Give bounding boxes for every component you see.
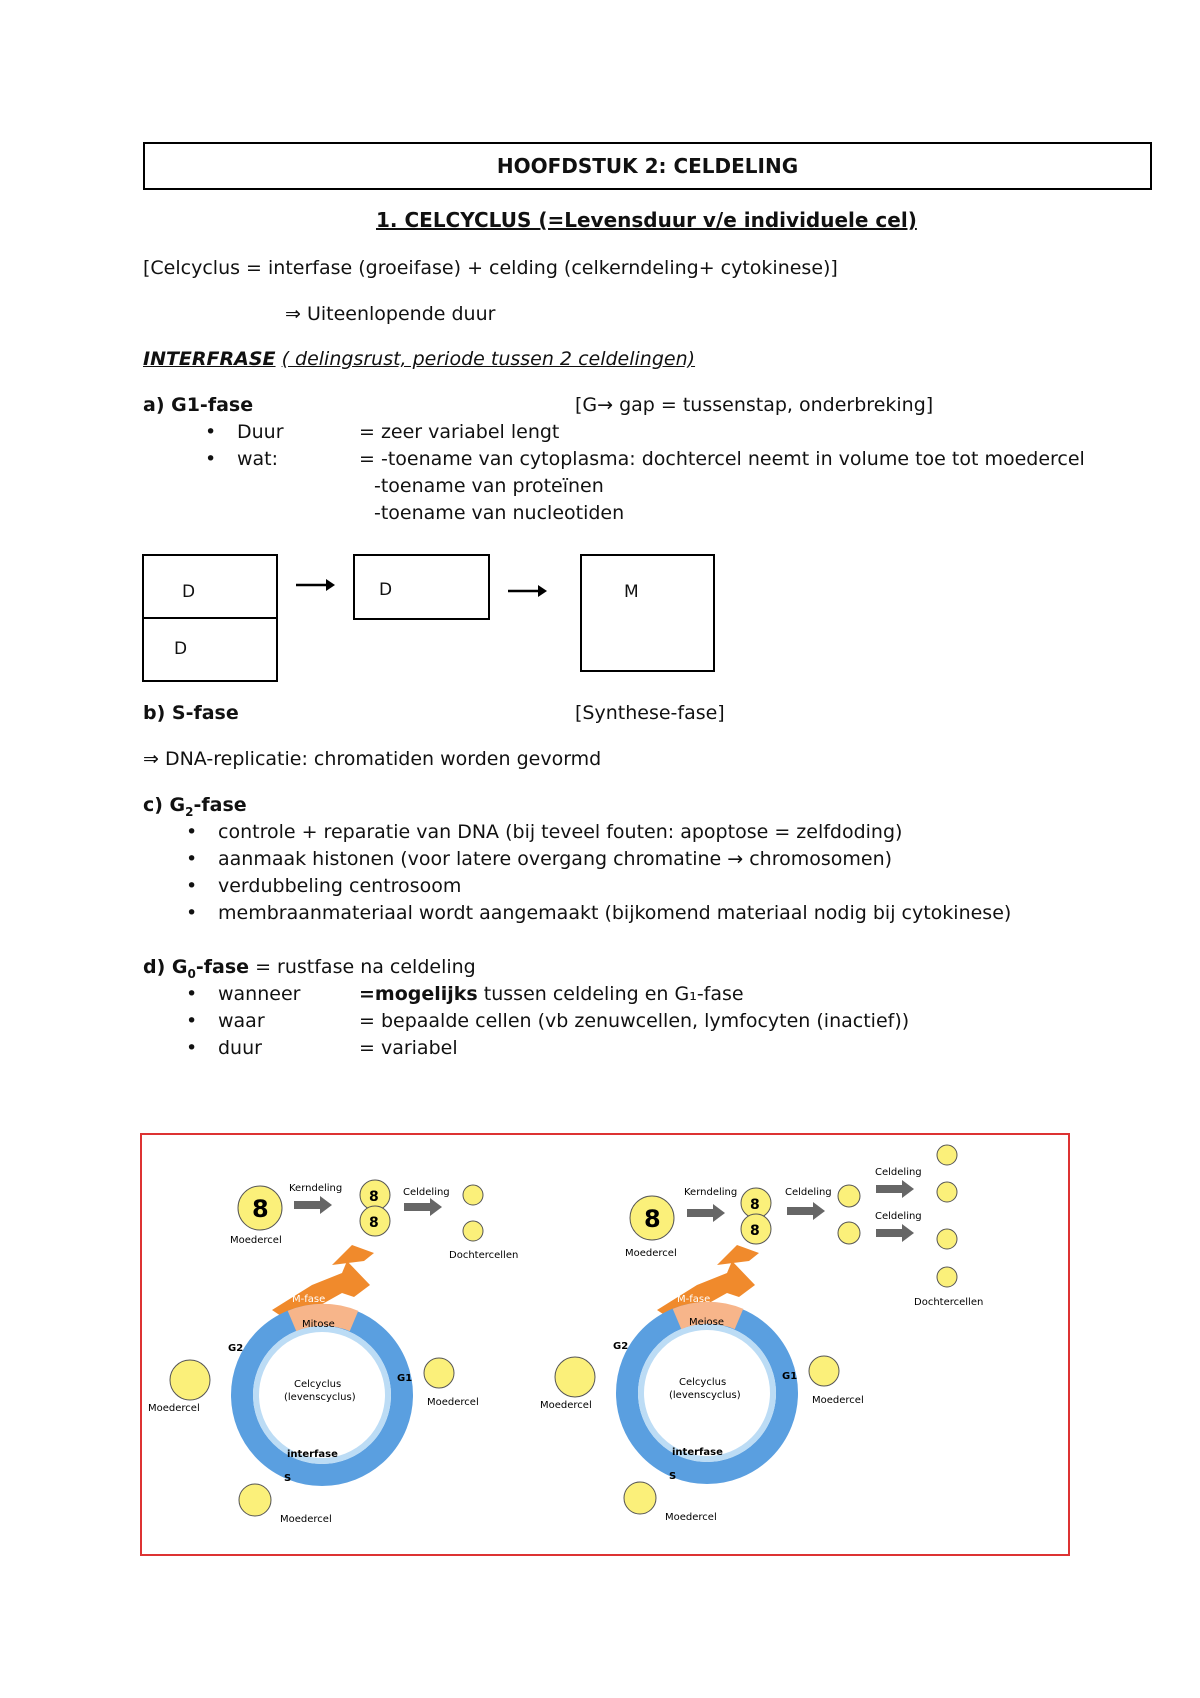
g2-item: • verdubbeling centrosoom — [218, 875, 461, 897]
daughter-cell-icon — [937, 1267, 957, 1287]
label-interfase: interfase — [672, 1447, 723, 1458]
g2-heading-sub: 2 — [185, 804, 194, 819]
cell-cycle-figure — [140, 1133, 1070, 1556]
g0-row-value-bold: =mogelijks — [359, 983, 478, 1005]
label-celdeling-1: Celdeling — [785, 1187, 832, 1198]
daughter-cell-icon — [463, 1221, 483, 1241]
g2-heading-suffix: -fase — [193, 794, 247, 816]
g0-row-key: • waar — [218, 1010, 265, 1032]
label-moedercel-bottom: Moedercel — [280, 1514, 332, 1525]
chromosome-icon: 8 — [750, 1223, 760, 1239]
g1-row-duur-key: • Duur — [237, 421, 284, 443]
label-g1: G1 — [397, 1373, 413, 1384]
cell-label-d-top: D — [182, 582, 196, 602]
label-kerndeling: Kerndeling — [289, 1183, 343, 1194]
m-fase-arrow-head — [332, 1245, 374, 1265]
cell-g1-icon — [809, 1356, 839, 1386]
label-moedercel-right: Moedercel — [427, 1397, 479, 1408]
chromosome-icon: 8 — [369, 1189, 379, 1205]
g0-row-value-text: tussen celdeling en G₁-fase — [477, 983, 744, 1005]
chromosome-icon: 8 — [750, 1197, 760, 1213]
arrow-icon — [876, 1224, 914, 1242]
g0-row-value: = variabel — [359, 1037, 458, 1059]
label-moedercel-top: Moedercel — [230, 1235, 282, 1246]
cell-s-icon — [239, 1484, 271, 1516]
meiosis-diagram — [540, 1145, 983, 1523]
g0-row-key: • duur — [218, 1037, 262, 1059]
arrow-icon — [687, 1204, 725, 1222]
arrow-icon — [787, 1202, 825, 1220]
cell-divider-line — [144, 617, 276, 619]
arrow-icon — [404, 1198, 442, 1216]
cell-label-m: M — [624, 582, 639, 602]
intermediate-cell-icon — [838, 1222, 860, 1244]
daughter-cell-icon — [937, 1145, 957, 1165]
chapter-title-box — [143, 142, 1152, 190]
label-moedercel-top: Moedercel — [625, 1248, 677, 1259]
mother-cell-box — [580, 554, 715, 672]
g0-heading-rest: = rustfase na celdeling — [249, 956, 476, 978]
label-g2: G2 — [228, 1343, 244, 1354]
label-division: Mitose — [302, 1319, 335, 1330]
g2-item: • controle + reparatie van DNA (bij teveel fouten: apoptose = zelfdoding) — [218, 821, 902, 843]
label-celdeling: Celdeling — [403, 1187, 450, 1198]
g1-extra-nucleotides: -toename van nucleotiden — [374, 502, 625, 524]
g0-heading-sub: 0 — [187, 966, 196, 981]
m-fase-arrow-head — [717, 1245, 759, 1265]
s-line: ⇒ DNA-replicatie: chromatiden worden gevormd — [143, 748, 602, 770]
g2-item: • membraanmateriaal wordt aangemaakt (bijkomend materiaal nodig bij cytokinese) — [218, 902, 1011, 924]
label-moedercel-right: Moedercel — [812, 1395, 864, 1406]
label-s: S — [284, 1473, 292, 1484]
label-celdeling-2: Celdeling — [875, 1167, 922, 1178]
label-g2: G2 — [613, 1341, 629, 1352]
growing-daughter-cell-box — [353, 554, 490, 620]
label-moedercel-left: Moedercel — [540, 1400, 592, 1411]
chapter-title: HOOFDSTUK 2: CELDELING — [496, 154, 799, 178]
g0-row-key: • wanneer — [218, 983, 300, 1005]
duration-note: ⇒ Uiteenlopende duur — [285, 303, 496, 325]
g0-heading-prefix: d) G — [143, 956, 188, 978]
g0-heading-suffix: -fase — [195, 956, 250, 978]
label-center-2: (levenscyclus) — [669, 1390, 741, 1401]
daughter-cell-icon — [463, 1185, 483, 1205]
label-dochtercellen: Dochtercellen — [914, 1297, 984, 1308]
cell-label-d-bottom: D — [174, 639, 188, 659]
arrow-icon — [294, 1196, 332, 1214]
daughter-cell-icon — [937, 1229, 957, 1249]
celcyclus-definition: [Celcyclus = interfase (groeifase) + celding (celkerndeling+ cytokinese)] — [143, 257, 838, 279]
cell-s-icon — [624, 1482, 656, 1514]
intermediate-cell-icon — [838, 1185, 860, 1207]
label-center-1: Celcyclus — [294, 1379, 342, 1390]
label-dochtercellen: Dochtercellen — [449, 1250, 519, 1261]
chromosome-icon: 8 — [644, 1205, 661, 1233]
g1-gap-note: [G→ gap = tussenstap, onderbreking] — [575, 394, 934, 416]
section-heading: 1. CELCYCLUS (=Levensduur v/e individuele cel) — [376, 208, 917, 232]
g1-heading: a) G1-fase — [143, 394, 254, 416]
label-m-fase: M-fase — [677, 1294, 711, 1305]
arrow-icon — [876, 1180, 914, 1198]
label-g1: G1 — [782, 1371, 798, 1382]
label-division: Meiose — [689, 1317, 725, 1328]
interfrase-desc: ( delingsrust, periode tussen 2 celdelingen) — [281, 348, 696, 370]
label-kerndeling: Kerndeling — [684, 1187, 738, 1198]
g2-heading-prefix: c) G — [143, 794, 186, 816]
cell-label-d-single: D — [379, 580, 393, 600]
arrow-icon — [296, 578, 336, 592]
cell-g2-icon — [555, 1357, 595, 1397]
two-daughter-cells-box — [142, 554, 278, 682]
chromosome-icon: 8 — [369, 1215, 379, 1231]
label-celdeling-3: Celdeling — [875, 1211, 922, 1222]
cell-cycle-diagram — [142, 1135, 1068, 1554]
g1-row-wat-key: • wat: — [237, 448, 278, 470]
g0-row-value: = bepaalde cellen (vb zenuwcellen, lymfocyten (inactief)) — [359, 1010, 910, 1032]
label-center-2: (levenscyclus) — [284, 1392, 356, 1403]
label-moedercel-bottom: Moedercel — [665, 1512, 717, 1523]
s-heading: b) S-fase — [143, 702, 239, 724]
s-note: [Synthese-fase] — [575, 702, 725, 724]
cell-g1-icon — [424, 1358, 454, 1388]
arrow-icon — [508, 584, 548, 598]
cell-g2-icon — [170, 1360, 210, 1400]
g2-heading — [143, 794, 247, 819]
mitosis-diagram — [148, 1180, 518, 1525]
g0-heading — [143, 956, 476, 981]
g2-item: • aanmaak histonen (voor latere overgang chromatine → chromosomen) — [218, 848, 892, 870]
interfrase-label: INTERFRASE — [143, 348, 276, 370]
g1-extra-proteins: -toename van proteïnen — [374, 475, 604, 497]
label-center-1: Celcyclus — [679, 1377, 727, 1388]
g1-row-duur-value: = zeer variabel lengt — [359, 421, 560, 443]
interfrase-line — [143, 348, 695, 370]
label-s: S — [669, 1471, 677, 1482]
label-interfase: interfase — [287, 1449, 338, 1460]
g0-row-value — [359, 983, 744, 1005]
daughter-cell-icon — [937, 1182, 957, 1202]
label-m-fase: M-fase — [292, 1294, 326, 1305]
chromosome-icon: 8 — [252, 1195, 269, 1223]
g1-row-wat-value: = -toename van cytoplasma: dochtercel neemt in volume toe tot moedercel — [359, 448, 1085, 470]
label-moedercel-left: Moedercel — [148, 1403, 200, 1414]
